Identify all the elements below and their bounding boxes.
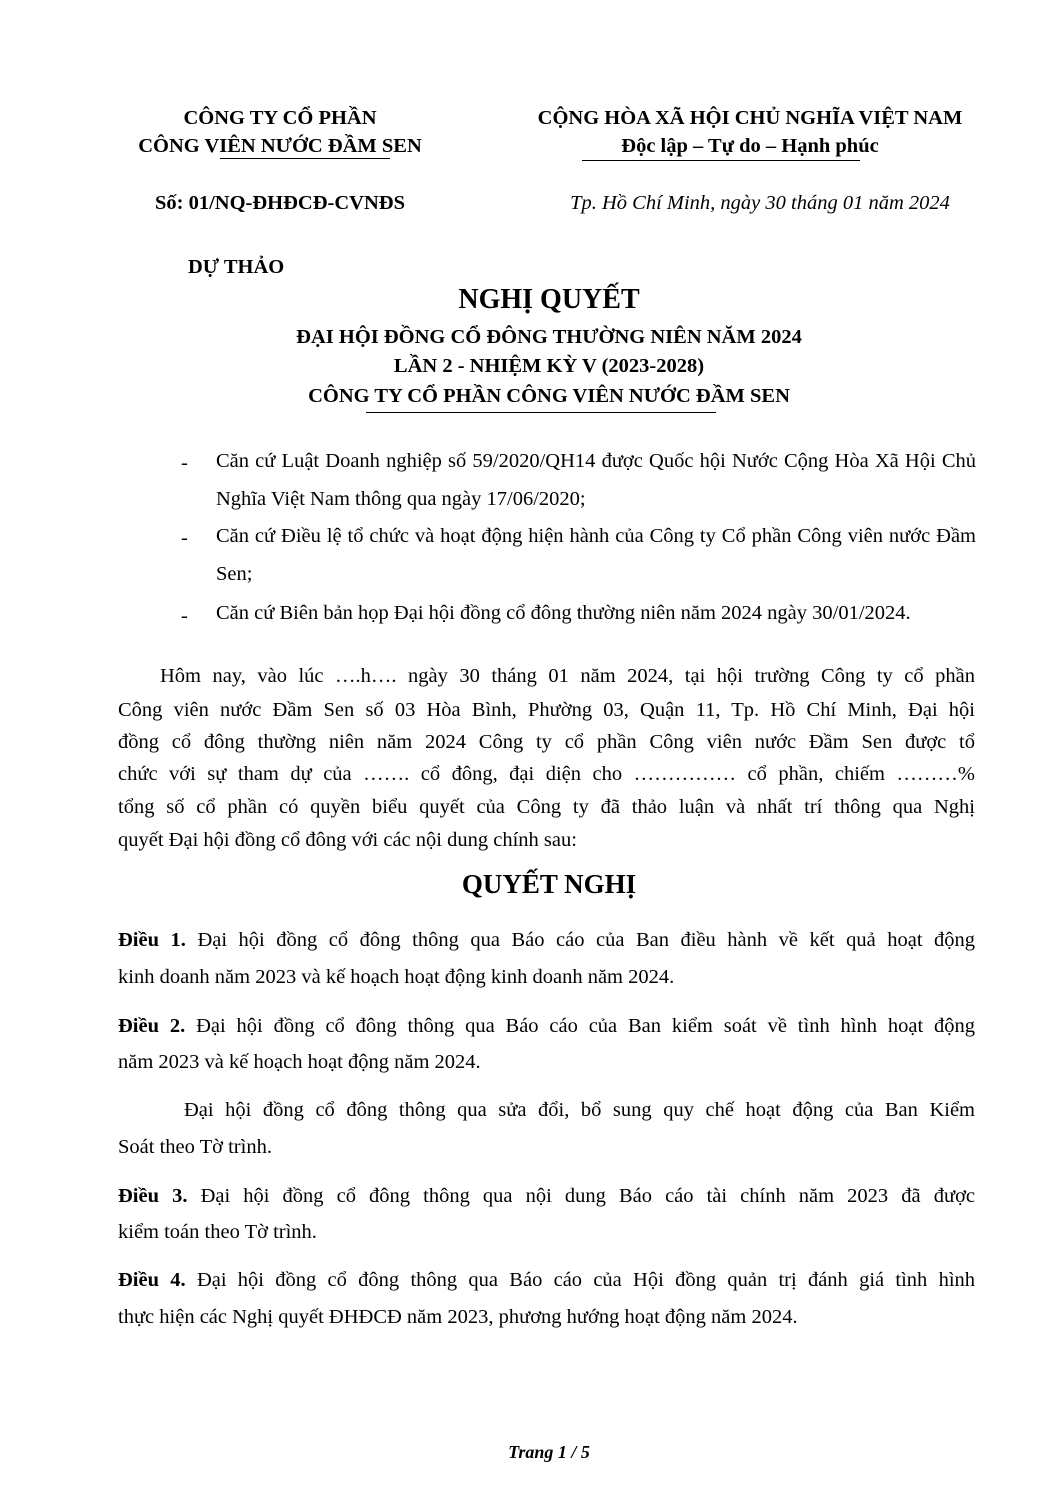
- intro-line: tổng số cổ phần có quyền biểu quyết của Công ty đã thảo luận và nhất trí thông qua Nghị: [118, 796, 975, 818]
- article-text: Đại hội đồng cổ đông thông qua Báo cáo của Ban điều hành về kết quả hoạt động: [197, 929, 976, 951]
- article-text: Đại hội đồng cổ đông thông qua nội dung Báo cáo tài chính năm 2023 đã được: [200, 1185, 976, 1207]
- article-line: [118, 1268, 975, 1292]
- resolution-heading: QUYẾT NGHỊ: [461, 869, 637, 899]
- bullet-dash: -: [181, 527, 188, 549]
- intro-line: chức với sự tham dự của ……. cổ đông, đại diện cho …………… cổ phần, chiếm ………%: [118, 763, 975, 785]
- article-line: thực hiện các Nghị quyết ĐHĐCĐ năm 2023, phương hướng hoạt động năm 2024.: [118, 1306, 798, 1328]
- company-underline: [220, 158, 390, 159]
- article-line: [118, 928, 975, 952]
- article-label: Điều 2.: [118, 1015, 186, 1037]
- title-line3: LẦN 2 - NHIỆM KỲ V (2023-2028): [393, 355, 705, 377]
- article-label: Điều 3.: [118, 1185, 188, 1207]
- intro-line: quyết Đại hội đồng cổ đông với các nội dung chính sau:: [118, 829, 577, 851]
- article-line: [118, 1184, 975, 1208]
- article-text: Đại hội đồng cổ đông thông qua Báo cáo của Hội đồng quản trị đánh giá tình hình: [196, 1269, 976, 1291]
- article-line: [118, 1014, 975, 1038]
- company-name-line1: CÔNG TY CỔ PHẦN: [183, 107, 377, 129]
- article-line: năm 2023 và kế hoạch hoạt động năm 2024.: [118, 1051, 481, 1073]
- basis-item: Căn cứ Luật Doanh nghiệp số 59/2020/QH14 được Quốc hội Nước Cộng Hòa Xã Hội Chủ Nghĩa Việt Nam thông qua ngày 17/06/2020;: [216, 450, 976, 510]
- article-text: Đại hội đồng cổ đông thông qua Báo cáo của Ban kiểm soát về tình hình hoạt động: [196, 1015, 976, 1037]
- document-title: NGHỊ QUYẾT: [458, 284, 640, 315]
- article-line: Đại hội đồng cổ đông thông qua sửa đổi, bổ sung quy chế hoạt động của Ban Kiểm: [184, 1099, 975, 1121]
- title-underline: [366, 412, 716, 413]
- basis-item: Căn cứ Điều lệ tổ chức và hoạt động hiện hành của Công ty Cổ phần Công viên nước Đầm Sen;: [216, 525, 976, 585]
- title-line4: CÔNG TY CỔ PHẦN CÔNG VIÊN NƯỚC ĐẦM SEN: [308, 385, 790, 407]
- basis-item: Căn cứ Biên bản họp Đại hội đồng cổ đông thường niên năm 2024 ngày 30/01/2024.: [216, 602, 911, 624]
- article-line: kinh doanh năm 2023 và kế hoạch hoạt động kinh doanh năm 2024.: [118, 966, 675, 988]
- article-line: kiểm toán theo Tờ trình.: [118, 1221, 317, 1243]
- title-line2: ĐẠI HỘI ĐỒNG CỔ ĐÔNG THƯỜNG NIÊN NĂM 2024: [296, 326, 802, 348]
- document-number: Số: 01/NQ-ĐHĐCĐ-CVNĐS: [155, 192, 405, 214]
- article-label: Điều 1.: [118, 929, 186, 951]
- intro-line: Hôm nay, vào lúc ….h…. ngày 30 tháng 01 năm 2024, tại hội trường Công ty cổ phần: [160, 665, 975, 687]
- company-name-line2: CÔNG VIÊN NƯỚC ĐẦM SEN: [138, 135, 422, 157]
- nation-name: CỘNG HÒA XÃ HỘI CHỦ NGHĨA VIỆT NAM: [537, 107, 963, 129]
- bullet-dash: -: [181, 605, 188, 627]
- page-number: Trang 1 / 5: [508, 1442, 590, 1462]
- motto-underline: [582, 160, 860, 161]
- intro-line: đồng cổ đông thường niên năm 2024 Công ty cổ phần Công viên nước Đầm Sen được tổ: [118, 731, 975, 753]
- article-label: Điều 4.: [118, 1269, 186, 1291]
- bullet-dash: -: [181, 452, 188, 474]
- place-date: Tp. Hồ Chí Minh, ngày 30 tháng 01 năm 2024: [570, 192, 950, 214]
- article-line: Soát theo Tờ trình.: [118, 1136, 272, 1158]
- draft-label: DỰ THẢO: [188, 256, 285, 278]
- intro-line: Công viên nước Đầm Sen số 03 Hòa Bình, Phường 03, Quận 11, Tp. Hồ Chí Minh, Đại hội: [118, 699, 975, 721]
- nation-motto: Độc lập – Tự do – Hạnh phúc: [621, 135, 879, 157]
